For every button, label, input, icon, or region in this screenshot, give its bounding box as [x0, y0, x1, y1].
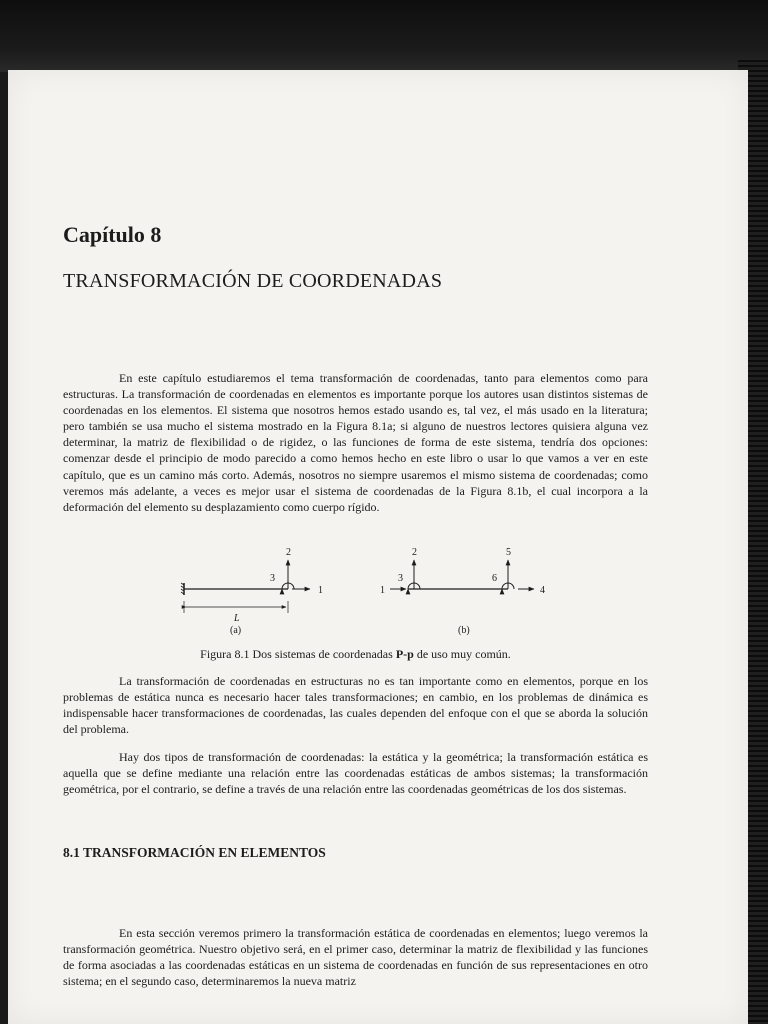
length-label: L: [234, 613, 240, 624]
coord-label-b1: 1: [380, 585, 385, 596]
caption-bold: P-p: [395, 647, 414, 661]
section-heading: 8.1 TRANSFORMACIÓN EN ELEMENTOS: [63, 845, 326, 860]
coord-label-b4: 4: [540, 585, 545, 596]
figure-8-1-diagram: [168, 545, 608, 645]
coord-label-2: 2: [286, 547, 291, 558]
types-paragraph: Hay dos tipos de transformación de coordenadas: la estática y la geométrica; la transformación estática es aquella que se define mediante una relación entre las coordenadas estáticas de ambos sistemas; la transformación geométrica, por el contrario, se define a través de una relación entre las coordenadas geométricas de los dos sistemas.: [63, 750, 648, 797]
coord-label-1: 1: [318, 585, 323, 596]
section-intro-paragraph: En esta sección veremos primero la transformación estática de coordenadas en elementos; luego veremos la transformación geométrica. Nuestro objetivo será, en el primer caso, determinar la matriz de flexibilidad y las funciones de forma asociadas a las coordenadas estáticas en un sistema de coordenadas en función de sus representaciones en otro sistema; en el segundo caso, determinaremos la nueva matriz: [63, 926, 648, 989]
figure-b-element: [380, 547, 545, 636]
figure-a-label: (a): [230, 625, 242, 636]
figure-b-label: (b): [458, 625, 470, 636]
coord-label-b3: 3: [398, 573, 403, 584]
coord-label-b2: 2: [412, 547, 417, 558]
figure-a-cantilever: [181, 547, 323, 636]
caption-suffix: de uso muy común.: [413, 647, 511, 661]
coord-label-b6: 6: [492, 573, 497, 584]
background-top: [0, 0, 768, 72]
intro-paragraph: En este capítulo estudiaremos el tema transformación de coordenadas, tanto para elementos como para estructuras. La transformación de coordenadas en elementos es importante porque los autores usan distintos sistemas de coordenadas en los elementos. El sistema que nosotros hemos estado usando es, tal vez, el más usado en la literatura; pero también se usa mucho el sistema mostrado en la Figura 8.1a; si alguno de nuestros lectores quisiera alguna vez determinar, la matriz de flexibilidad o de rigidez, o las funciones de forma de este sistema, tendría dos opciones: comenzar desde el principio de modo parecido a como hemos hecho en este libro o usar lo que vamos a ver en este capítulo, que es un camino más corto. Además, nosotros no siempre usaremos el mismo sistema de coordenadas; como veremos más adelante, a veces es mejor usar el sistema de coordenadas de la Figura 8.1b, el cual incorpora a la deformación del elemento su desplazamiento como cuerpo rígido.: [63, 371, 648, 514]
figure-caption: [63, 647, 648, 662]
structures-paragraph: La transformación de coordenadas en estructuras no es tan importante como en elementos, porque en los problemas de estática nunca es necesario hacer tales transformaciones; en cambio, en los problemas de dinámica es indispensable hacer transformaciones de coordenadas, las cuales dependen del enfoque con el que se aborda la solución del problema.: [63, 674, 648, 737]
coord-label-3: 3: [270, 573, 275, 584]
coord-label-b5: 5: [506, 547, 511, 558]
chapter-label: Capítulo 8: [63, 222, 162, 247]
caption-prefix: Figura 8.1 Dos sistemas de coordenadas: [200, 647, 396, 661]
book-page: [8, 70, 748, 1024]
chapter-title: TRANSFORMACIÓN DE COORDENADAS: [63, 270, 443, 292]
